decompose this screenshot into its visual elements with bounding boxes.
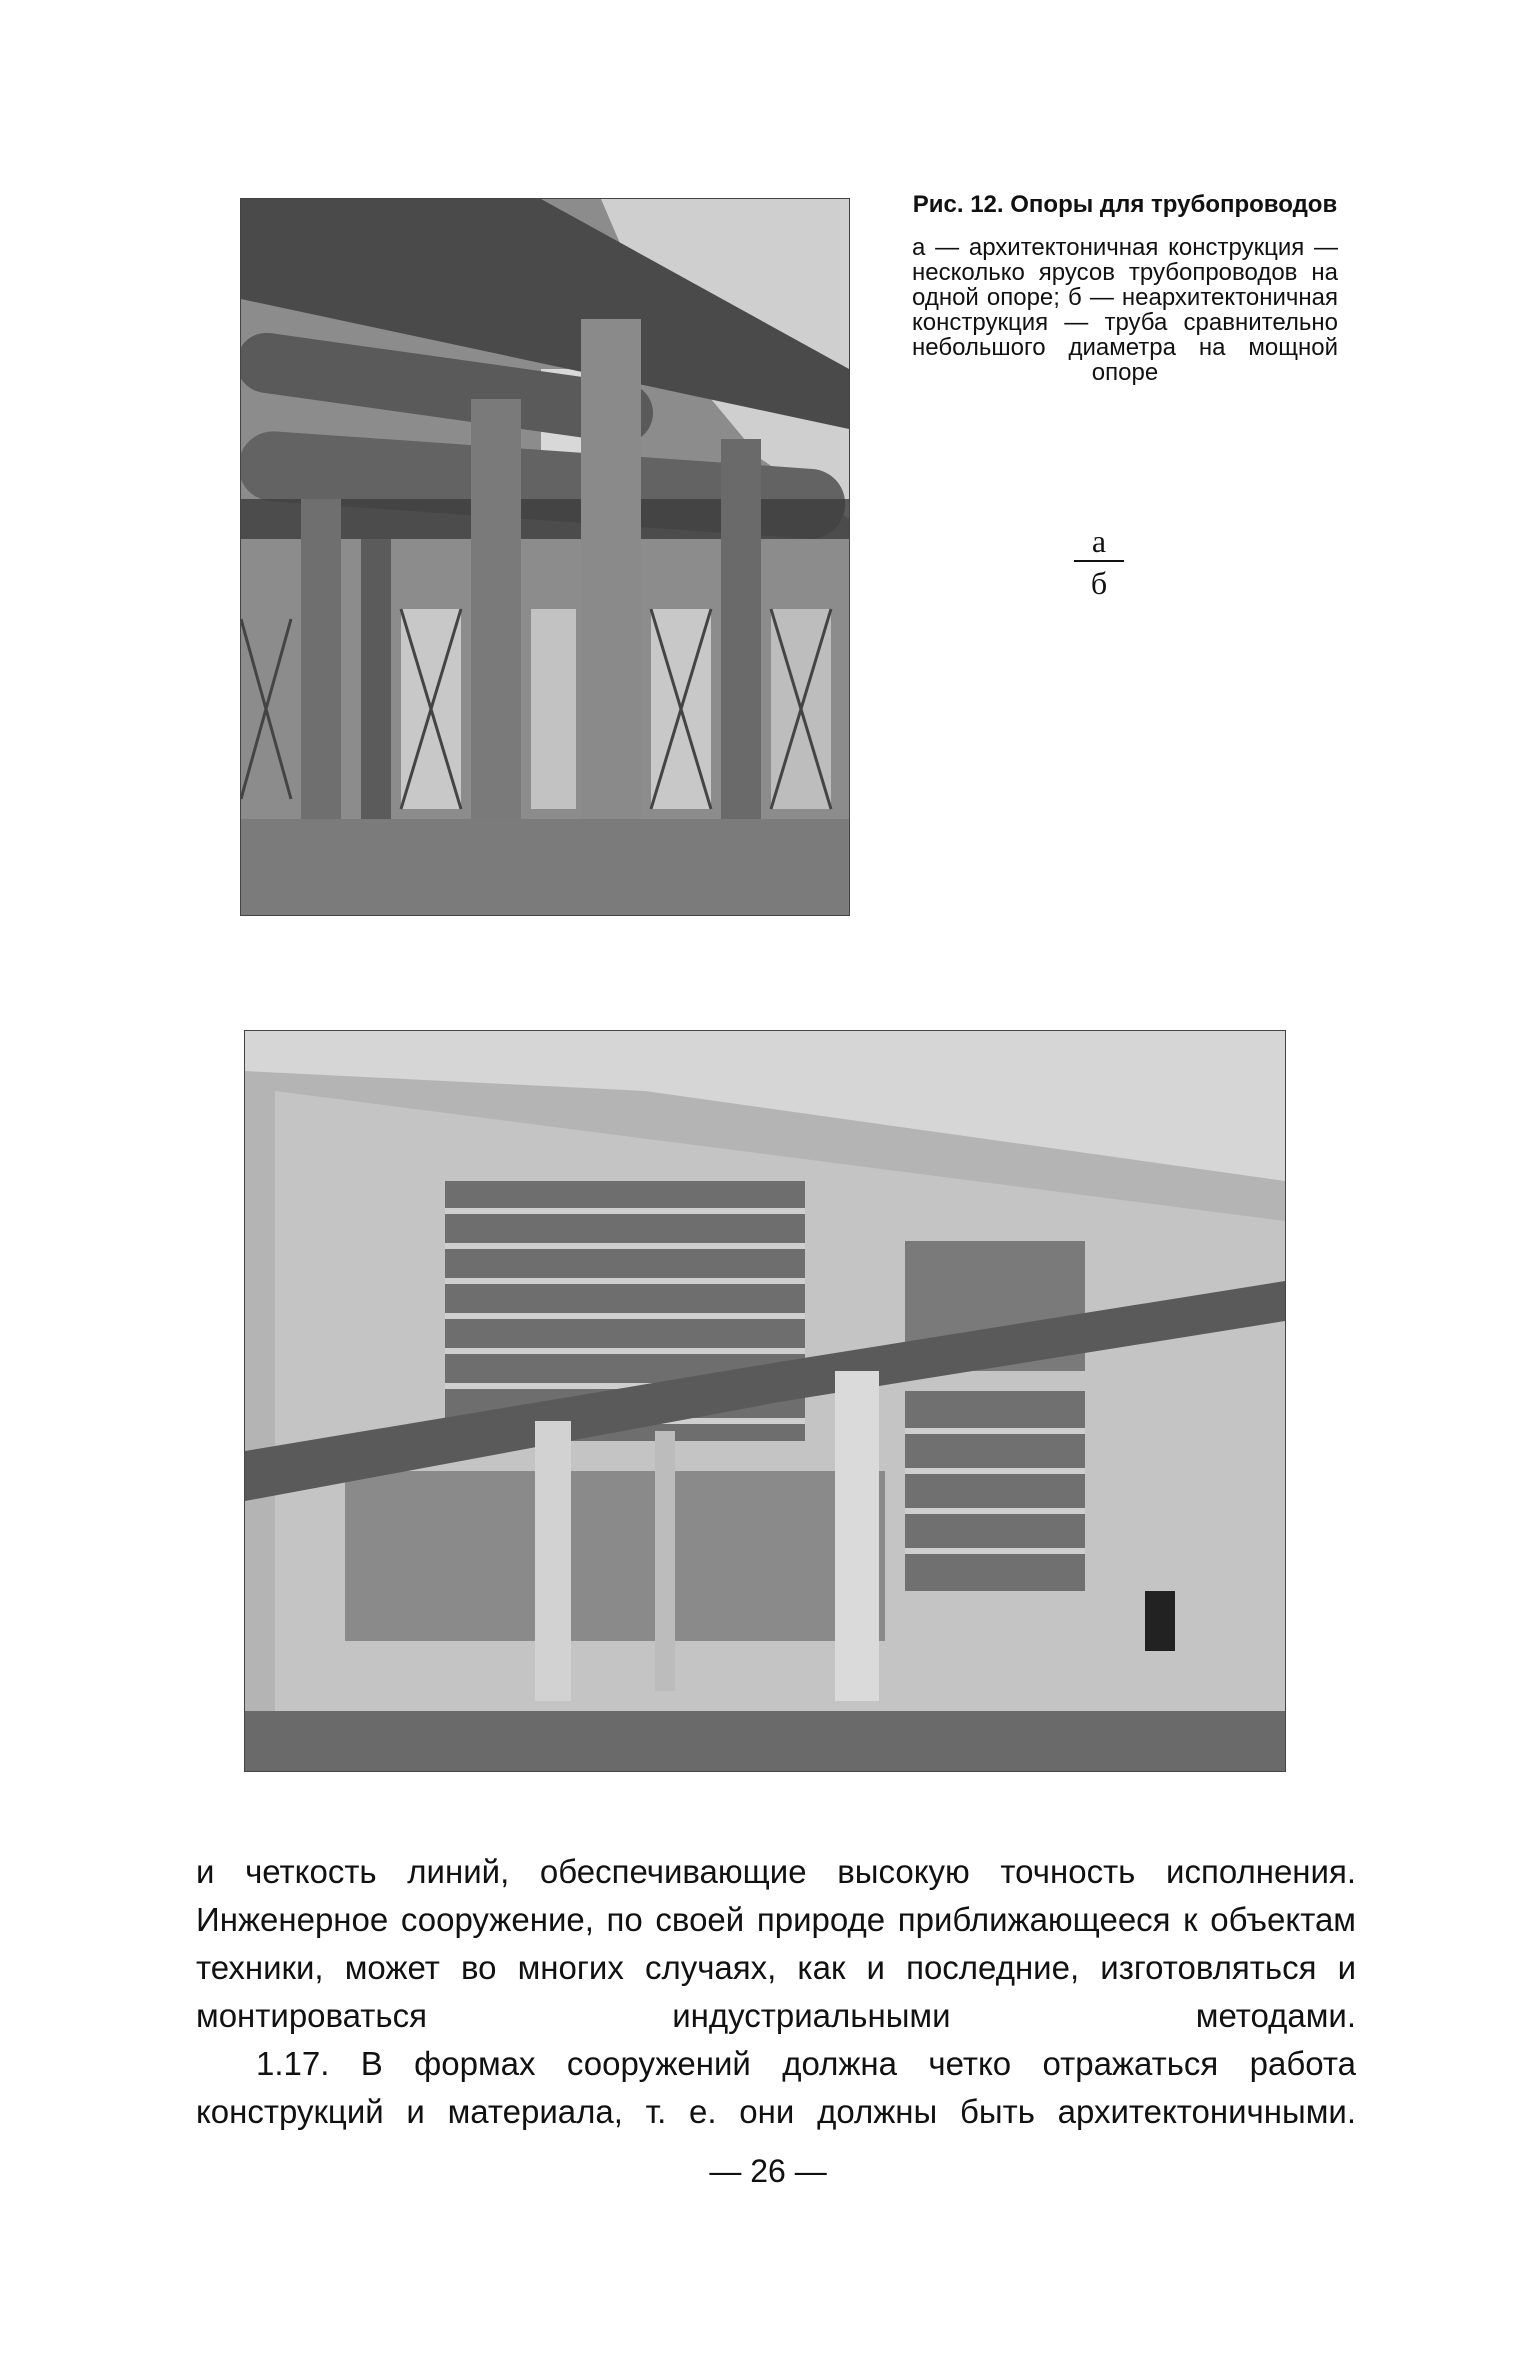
photo-a-illustration <box>241 199 849 915</box>
body-paragraph-2: 1.17. В формах сооружений должна четко отражаться работа конструкций и материала, т. е. они должны быть архитектоничными. <box>196 2045 1356 2130</box>
legend-bottom: б <box>1090 565 1108 601</box>
photo-b-illustration <box>245 1031 1285 1771</box>
figure-legend <box>1074 524 1124 600</box>
body-text <box>196 1848 1356 2136</box>
figure-caption-text: а — архитектоничная конструкция — несколько ярусов трубопроводов на одной опоре; б — неархитектоничная конструкция — труба сравнительно небольшого диаметра на мощной опоре <box>912 234 1338 386</box>
figure-caption <box>912 192 1338 385</box>
body-paragraph-1: и четкость линий, обеспечивающие высокую точность исполнения. Инженерное сооружение, по своей природе приближающееся к объектам техники, может во многих случаях, как и последние, изготовляться и монтироваться индустриальными методами. <box>196 1853 1356 2034</box>
page-number: — 26 — <box>709 2153 827 2189</box>
legend-top: а <box>1091 523 1107 559</box>
legend-divider <box>1074 560 1124 562</box>
photo-b-pipe-on-support <box>244 1030 1286 1772</box>
figure-caption-title: Рис. 12. Опоры для трубопроводов <box>912 191 1338 218</box>
photo-a-pipe-supports <box>240 198 850 916</box>
